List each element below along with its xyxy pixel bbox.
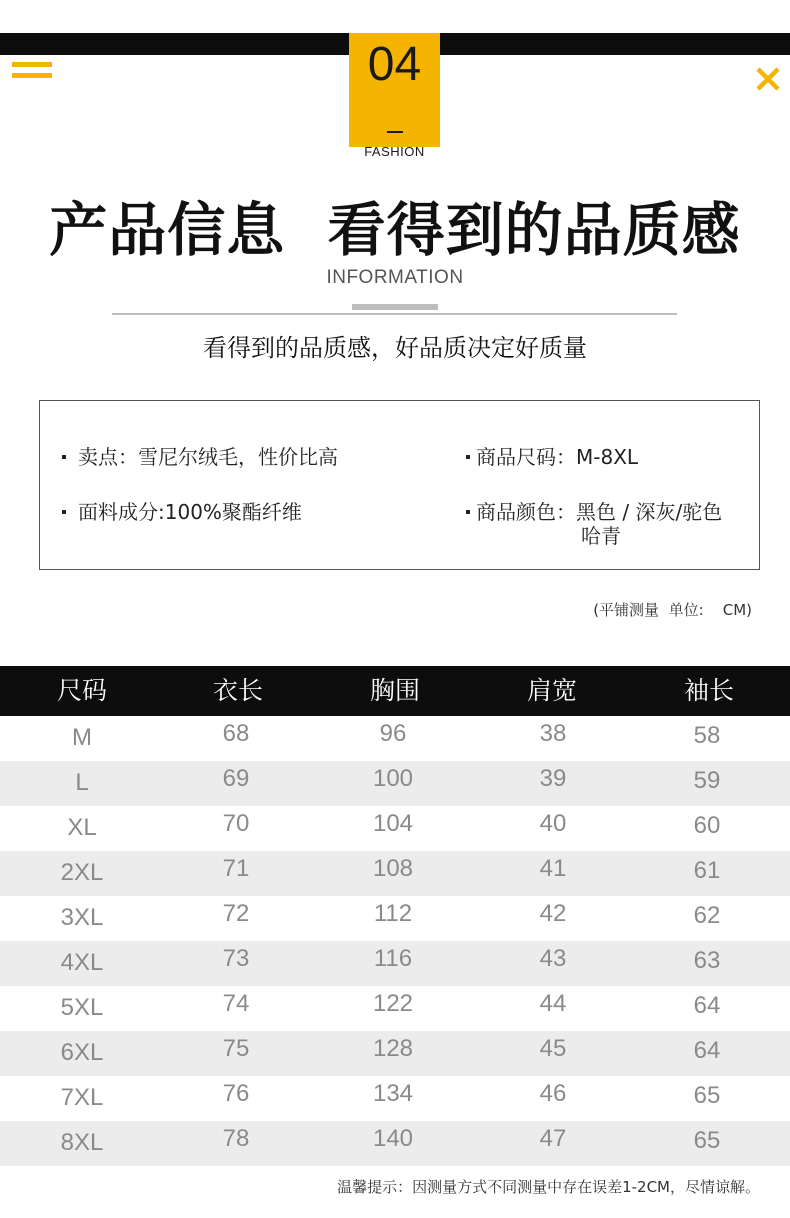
table-cell: 46 [539,1080,567,1107]
table-cell: M [72,724,92,751]
table-row [0,941,790,986]
table-cell: 112 [373,900,413,927]
table-cell: 39 [539,765,567,792]
table-cell: 42 [539,900,567,927]
table-cell: 44 [539,990,567,1017]
table-cell: 43 [539,945,567,972]
section-badge [349,33,440,159]
bullet-icon [466,510,470,514]
info-item-size [466,445,638,469]
table-cell: 63 [693,947,721,974]
table-row [0,806,790,851]
title-underline-accent [352,304,438,310]
table-header-cell: 衣长 [212,676,263,705]
table-cell: L [75,769,89,796]
table-cell: 71 [222,855,250,882]
table-cell: 62 [693,902,721,929]
table-cell: 47 [539,1125,567,1152]
info-value: M-8XL [576,445,639,469]
table-cell: 2XL [60,859,104,886]
info-key: 商品尺码： [476,445,576,469]
table-cell: 104 [372,810,414,837]
table-cell: 70 [222,810,250,837]
table-row [0,986,790,1031]
table-cell: 41 [539,855,567,882]
page-title: 产品信息 看得到的品质感 [49,196,741,264]
table-header [0,666,790,716]
table-cell: 61 [693,857,721,884]
table-cell: 6XL [60,1039,104,1066]
table-cell: 108 [372,855,414,882]
table-cell: 4XL [60,949,104,976]
table-cell: 59 [693,767,721,794]
table-cell: 64 [693,992,721,1019]
table-cell: 74 [222,990,250,1017]
table-cell: 128 [372,1035,414,1062]
table-header-cell: 胸围 [369,676,420,705]
info-key: 商品颜色： [476,500,576,524]
table-cell: 116 [373,945,413,972]
info-value: 雪尼尔绒毛，性价比高 [138,445,338,469]
table-cell: 7XL [60,1084,104,1111]
table-row [0,1076,790,1121]
title-divider [112,313,677,315]
table-cell: 96 [379,720,407,747]
table-row [0,896,790,941]
bullet-icon [62,510,66,514]
table-cell: 45 [539,1035,567,1062]
table-cell: 8XL [60,1129,104,1156]
table-cell: 78 [222,1125,250,1152]
info-key: 面料成分: [78,500,165,524]
table-cell: 5XL [60,994,104,1021]
badge-dash [387,131,403,133]
bullet-icon [466,455,470,459]
info-item-color [466,500,722,524]
table-cell: 69 [222,765,250,792]
info-box [39,400,760,570]
subtitle-en: INFORMATION [326,267,464,288]
menu-icon[interactable] [12,62,52,82]
table-header-cell: 肩宽 [526,676,577,705]
table-cell: 58 [693,722,721,749]
info-key: 卖点： [78,445,138,469]
table-cell: 64 [693,1037,721,1064]
badge-number: 04 [367,38,422,91]
table-row [0,761,790,806]
footnote: 温馨提示：因测量方式不同测量中存在误差1-2CM，尽情谅解。 [337,1178,760,1196]
table-cell: 38 [539,720,567,747]
table-cell: 68 [222,720,250,747]
table-cell: 134 [372,1080,414,1107]
tagline: 看得到的品质感，好品质决定好质量 [203,334,587,362]
table-cell: 73 [222,945,250,972]
table-header-cell: 袖长 [683,676,734,705]
info-value: 100%聚酯纤维 [164,500,302,524]
info-value-color-continued: 哈青 [581,524,621,548]
table-cell: 65 [693,1127,721,1154]
info-item-fabric [62,500,302,524]
table-cell: 3XL [60,904,104,931]
info-item-selling-point [62,445,338,469]
table-row [0,851,790,896]
table-cell: 76 [222,1080,250,1107]
table-cell: 140 [372,1125,414,1152]
table-row [0,716,790,761]
close-icon[interactable] [754,63,784,93]
info-value: 黑色 / 深灰/驼色 [576,500,723,524]
table-row [0,1031,790,1076]
table-row [0,1121,790,1166]
bullet-icon [62,455,66,459]
table-cell: XL [67,814,97,841]
badge-label: FASHION [364,144,425,159]
table-cell: 100 [372,765,414,792]
measurement-unit-note: (平铺测量 单位: CM) [593,601,752,619]
table-cell: 65 [693,1082,721,1109]
table-cell: 75 [222,1035,250,1062]
table-cell: 122 [372,990,414,1017]
table-cell: 40 [539,810,567,837]
table-header-cell: 尺码 [56,676,107,705]
table-cell: 72 [222,900,250,927]
table-cell: 60 [693,812,721,839]
